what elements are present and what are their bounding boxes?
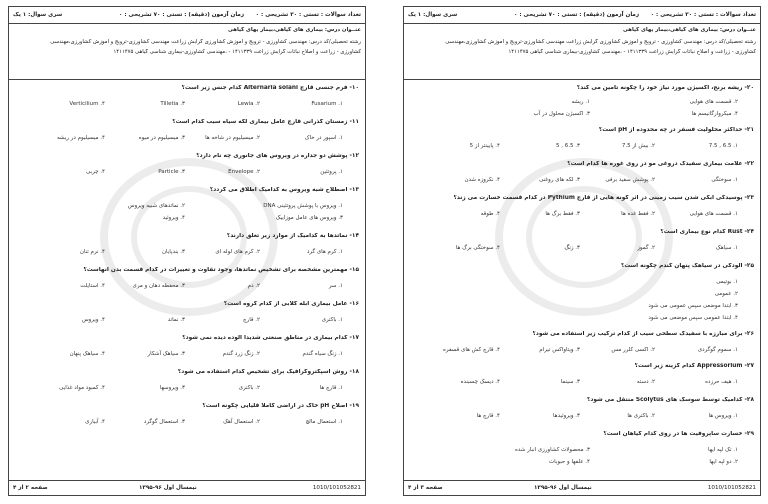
option[interactable]: ۲. فقط غده ها	[621, 211, 655, 217]
option[interactable]: ۳. محصولات کشاورزی انبار شده	[514, 447, 590, 453]
option[interactable]: ۱. باکتری	[321, 317, 343, 323]
option[interactable]: ۱. سوختگی	[711, 177, 738, 183]
exam-code: 1010/101052821	[707, 485, 756, 491]
option[interactable]: ۱. سیاهک	[715, 245, 738, 251]
option[interactable]: ۱. 6.5 , 7.5	[708, 143, 738, 149]
question-22: ۲۲- علامت بیماری سفیدک دروغی مو در روی غوره ها کدام است؟	[567, 161, 754, 167]
option[interactable]: ۱. تک لپه ایها	[708, 447, 738, 453]
course-title: عنــوان درس: بیماری های گیاهی،بیمار یهای گیاهی	[622, 27, 756, 33]
exam-code: 1010/101052821	[312, 485, 361, 491]
major-line-2: کشاورزی - زراعت و اصلاح نباتات گرایش زراعت ۱۴۱۱۳۳۹ - ،مهندسی کشاورزی-بیماری شناسی گیاهی ۱۴۱۱۴۷۵	[113, 49, 361, 55]
time-label: زمان آزمون (دقیقه) : تستی : ۷۰ تشریحی : ۰	[119, 12, 245, 18]
option[interactable]: ۱. زنگ سیاه گندم	[302, 351, 343, 357]
exam-page-2	[8, 6, 366, 496]
question-10: ۱۰- فرم جنسی قارچ Alternaria solani کدام جنس زیر است؟	[181, 85, 359, 91]
option[interactable]: ۳. نماتد	[167, 317, 185, 323]
question-26: ۲۶- برای مبارزه با سفیدک سطحی سیب از کدام ترکیب زیر استفاده می شود؟	[532, 331, 754, 337]
option[interactable]: ۳. استعمال گوگرد	[143, 419, 185, 425]
option[interactable]: ۳. زنگ	[564, 245, 580, 251]
question-13: ۱۳- اصطلاح شبه ویروس به کدامیک اطلاق می گردد؟	[209, 187, 359, 193]
option[interactable]: ۴. میکروارگانیسم ها	[691, 111, 738, 117]
option[interactable]: ۳. 6.5 , 5	[556, 143, 580, 149]
option[interactable]: ۱. Fusarium	[311, 101, 343, 107]
option[interactable]: ۲. دسته	[636, 379, 655, 385]
option[interactable]: ۴. علفها و حبوبات	[549, 459, 590, 465]
option[interactable]: ۲. باکتری ها	[627, 413, 655, 419]
exam-header	[9, 7, 365, 80]
page-number: صفحه ۳ از ۴	[408, 485, 443, 491]
option[interactable]: ۱. هیف حرزده	[705, 379, 738, 385]
option[interactable]: ۴. طوقه	[480, 211, 500, 217]
time-label: زمان آزمون (دقیقه) : تستی : ۷۰ تشریحی : ۰	[514, 12, 640, 18]
option[interactable]: ۱. قارچ ها	[319, 385, 343, 391]
question-14: ۱۴- نماتدها به کدامیک از موارد زیر تعلق دارند؟	[226, 233, 359, 239]
option[interactable]: ۴. نرم تنان	[79, 249, 105, 255]
question-21: ۲۱- حداکثر محلولیت فسفر در چه محدوده از pH است؟	[598, 127, 754, 133]
option[interactable]: ۲. دم	[247, 283, 260, 289]
option[interactable]: ۴. چربی	[85, 169, 105, 175]
option[interactable]: ۳. ویتاواکس تیرام	[539, 347, 580, 353]
option[interactable]: ۴. کمبود مواد غذایی	[59, 385, 105, 391]
option[interactable]: ۴. ویروس	[81, 317, 105, 323]
option[interactable]: ۴. سوختگی برگ ها	[455, 245, 500, 251]
option[interactable]: ۱. ویروس ها	[708, 413, 738, 419]
count-label: تعداد سوالات : تستی : ۳۰ تشریحی : ۰	[255, 12, 361, 18]
option[interactable]: ۳. میسیلیوم در میوه	[138, 135, 185, 141]
header-top-row	[404, 7, 760, 24]
series-label: سری سوال: ۱ یک	[408, 12, 458, 18]
option[interactable]: ۴. Verticilium	[69, 101, 105, 107]
course-title: عنــوان درس: بیماری های گیاهی،بیمار یهای گیاهی	[227, 27, 361, 33]
option[interactable]: ۱. استعمال مالچ	[305, 419, 343, 425]
major-line-2: کشاورزی - زراعت و اصلاح نباتات گرایش زراعت ۱۴۱۱۳۳۹ - ،مهندسی کشاورزی-بیماری شناسی گیاهی ۱۴۱۱۴۷۵	[508, 49, 756, 55]
question-25: ۲۵- آلودگی در سیاهک پنهان گندم چگونه است؟	[620, 263, 754, 269]
option[interactable]: ۴. ابتدا عمومی سپس موضعی می شود	[648, 315, 738, 321]
option[interactable]: ۱. ریشه	[571, 99, 590, 105]
question-29: ۲۹- خسارت ساپروفیت ها در روی کدام گیاهان است؟	[603, 431, 754, 437]
option[interactable]: ۳. سیاهک آشکار	[147, 351, 185, 357]
option[interactable]: ۲. اکسی کلرر مس	[611, 347, 655, 353]
option[interactable]: ۲. پوشش سفید برفی	[605, 177, 655, 183]
option[interactable]: ۳. سینما	[560, 379, 580, 385]
option[interactable]: ۳. ویروس های عامل موزاییک	[275, 215, 343, 221]
option[interactable]: ۱. اسپور در خاک	[304, 135, 343, 141]
major-line-1: رشته تحصیلی/کد درس: مهندسی کشاورزی - ترویج و آموزش کشاورزی گرایش زراعت مهندسی کشاورزی-ترویج و آموزش کشاورزی،مهندسی	[445, 39, 756, 45]
option[interactable]: ۴. قارچ ها	[476, 413, 500, 419]
option[interactable]: ۴. استایلت	[80, 283, 105, 289]
option[interactable]: ۲. دو لپه ایها	[709, 459, 738, 465]
option[interactable]: ۳. Tilletia	[160, 101, 185, 107]
option[interactable]: ۱. سر	[328, 283, 343, 289]
series-label: سری سوال: ۱ یک	[13, 12, 63, 18]
option[interactable]: ۲. زنگ زرد گندم	[222, 351, 260, 357]
exam-page-3	[403, 6, 761, 496]
option[interactable]: ۴. میسیلیوم در ریشه	[56, 135, 105, 141]
option[interactable]: ۲. Envelope	[228, 169, 260, 175]
term-label: نیمسال اول ۹۶-۱۳۹۵	[139, 485, 197, 491]
option[interactable]: ۲. بیش از 7.5	[621, 143, 655, 149]
option[interactable]: ۴. آبیاری	[85, 419, 105, 425]
question-16: ۱۶- عامل بیماری آبله گلابی از کدام گروه است؟	[223, 301, 359, 307]
option[interactable]: ۳. اکسیژن محلول در آب	[533, 111, 590, 117]
option[interactable]: ۴. قارچ کش های قسفره	[443, 347, 500, 353]
question-15: ۱۵- مهمترین مشخصه برای تشخیص نماتدها، وجود تفاوت و تغییرات در کدام قسمت بدن آنهاست؟	[83, 267, 359, 273]
option[interactable]: ۲. قارچ	[243, 317, 260, 323]
question-24: ۲۴- Rust کدام نوع بیماری است؟	[660, 229, 754, 235]
option[interactable]: ۲. قسمت های هوایی	[689, 99, 738, 105]
option[interactable]: ۲. کرم های لوله ای	[215, 249, 260, 255]
option[interactable]: ۲. میسیلیوم در شاخه ها	[205, 135, 260, 141]
question-27: ۲۷- Appressorium کدام گزینه زیر است؟	[634, 363, 754, 369]
option[interactable]: ۲. عمومی	[714, 291, 738, 297]
option[interactable]: ۳. Particle	[158, 169, 185, 175]
option[interactable]: ۱. پروتئین	[320, 169, 343, 175]
option[interactable]: ۴. پایینتر از 5	[469, 143, 500, 149]
page-number: صفحه ۲ از ۴	[13, 485, 48, 491]
option[interactable]: ۳. محفظه دهان و مری	[132, 283, 185, 289]
exam-header	[404, 7, 760, 80]
count-label: تعداد سوالات : تستی : ۳۰ تشریحی : ۰	[650, 12, 756, 18]
option[interactable]: ۳. لکه های روغنی	[539, 177, 580, 183]
option[interactable]: ۱. قسمت های هوایی	[689, 211, 738, 217]
question-11: ۱۱- زمستان گذرانی قارچ عامل بیماری لکه سیاه سیب کدام است؟	[172, 119, 359, 125]
question-12: ۱۲- پوشش دو جداره در ویروس های جانوری چه نام دارد؟	[196, 153, 359, 159]
option[interactable]: ۱. سموم گوگردی	[697, 347, 738, 353]
exam-footer	[404, 480, 760, 495]
option[interactable]: ۲. گموز	[637, 245, 655, 251]
header-top-row	[9, 7, 365, 24]
question-23: ۲۳- پوسیدگی آبکی شدن سیب زمینی در اثر گونه هایی از قارچ Pythium در کدام قسمت خسارت می زند؟	[453, 195, 754, 201]
option[interactable]: ۴. ویروئید	[162, 215, 185, 221]
exam-footer	[9, 480, 365, 495]
option[interactable]: ۴. نکروزه شدن	[464, 177, 500, 183]
option[interactable]: ۴. سیاهک پنهان	[69, 351, 105, 357]
option[interactable]: ۳. ویروئیدها	[553, 413, 580, 419]
option[interactable]: ۱. ویروس با پوشش پروتئینی DNA	[263, 203, 343, 209]
question-18: ۱۸- روش اسپکتروگرافیک برای تشخیص کدام استفاده می شود؟	[177, 369, 359, 375]
option[interactable]: ۳. فقط برگ ها	[545, 211, 580, 217]
question-17: ۱۷- کدام بیماری در مناطق صنعتی شدیداً آلوده دیده نمی شود؟	[182, 335, 359, 341]
option[interactable]: ۲. استعمال آهک	[223, 419, 260, 425]
option[interactable]: ۲. نماتدهای شبیه ویروس	[127, 203, 185, 209]
option[interactable]: ۳. بندپایان	[162, 249, 185, 255]
option[interactable]: ۱. کرم های گرد	[306, 249, 343, 255]
question-28: ۲۸- کدامیک توسط سوسک های Scolytus منتقل می شود؟	[587, 397, 754, 403]
question-20: ۲۰- ریشه برنج، اکسیژن مورد نیاز خود را چگونه تامین می کند؟	[576, 85, 754, 91]
option[interactable]: ۲. باکتری	[238, 385, 260, 391]
option[interactable]: ۳. ویروسها	[159, 385, 185, 391]
option[interactable]: ۱. بوتیمی	[716, 279, 738, 285]
major-line-1: رشته تحصیلی/کد درس: مهندسی کشاورزی - ترویج و آموزش کشاورزی گرایش زراعت مهندسی کشاورزی-ترویج و آموزش کشاورزی،مهندسی	[50, 39, 361, 45]
question-19: ۱۹- اصلاح pH خاک در اراضی کاملاً قلیایی چگونه است؟	[202, 403, 359, 409]
option[interactable]: ۲. Lewia	[237, 101, 260, 107]
term-label: نیمسال اول ۹۶-۱۳۹۵	[534, 485, 592, 491]
option[interactable]: ۳. ابتدا موضعی سپس عمومی می شود	[648, 303, 738, 309]
option[interactable]: ۴. دیسک چسبنده	[460, 379, 500, 385]
